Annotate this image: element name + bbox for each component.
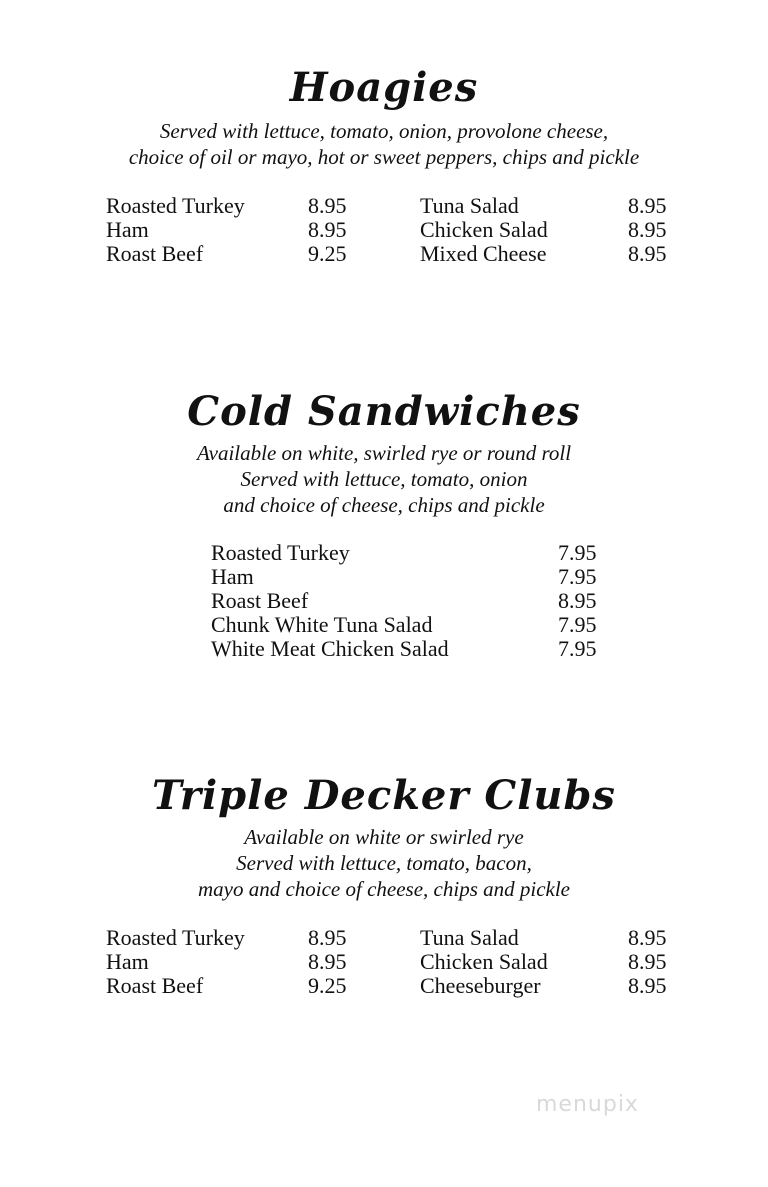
menu-item: [211, 613, 606, 637]
item-price: 8.95: [308, 925, 347, 950]
hoagies-left-list: [106, 194, 356, 266]
item-price: 9.25: [308, 241, 347, 266]
item-price: 7.95: [558, 540, 597, 565]
item-name: Roast Beef: [106, 241, 204, 266]
item-name: White Meat Chicken Salad: [211, 636, 449, 661]
item-price: 7.95: [558, 612, 597, 637]
menu-item: [420, 974, 675, 998]
item-name: Chicken Salad: [420, 949, 548, 974]
item-price: 8.95: [628, 949, 667, 974]
menupix-watermark: menupix: [536, 1092, 639, 1117]
item-name: Chunk White Tuna Salad: [211, 612, 433, 637]
menu-item: [106, 242, 356, 266]
menu-item: [211, 565, 606, 589]
triple-decker-clubs-description-line: mayo and choice of cheese, chips and pickle: [197, 877, 571, 901]
menu-item: [420, 950, 675, 974]
item-price: 8.95: [308, 217, 347, 242]
item-name: Cheeseburger: [420, 973, 541, 998]
triple-decker-clubs-description: [0, 824, 768, 902]
item-name: Roast Beef: [211, 588, 309, 613]
menu-item: [420, 194, 675, 218]
hoagies-description-line: choice of oil or mayo, hot or sweet peppers, chips and pickle: [128, 145, 640, 169]
menu-item: [420, 218, 675, 242]
triple-decker-clubs-description-line: Available on white or swirled rye: [244, 825, 524, 849]
hoagies-description: [0, 118, 768, 170]
item-name: Tuna Salad: [420, 193, 519, 218]
item-name: Tuna Salad: [420, 925, 519, 950]
item-price: 8.95: [308, 193, 347, 218]
menu-item: [106, 926, 356, 950]
item-price: 8.95: [628, 193, 667, 218]
item-price: 9.25: [308, 973, 347, 998]
menu-item: [420, 242, 675, 266]
item-price: 8.95: [308, 949, 347, 974]
cold-sandwiches-description-line: Served with lettuce, tomato, onion: [240, 467, 528, 491]
item-price: 8.95: [628, 925, 667, 950]
item-price: 7.95: [558, 636, 597, 661]
menu-item: [211, 541, 606, 565]
item-name: Ham: [106, 949, 149, 974]
item-price: 8.95: [558, 588, 597, 613]
menu-item: [106, 974, 356, 998]
hoagies-title: Hoagies: [289, 64, 479, 111]
item-price: 8.95: [628, 241, 667, 266]
triple-decker-clubs-description-line: Served with lettuce, tomato, bacon,: [236, 851, 532, 875]
item-name: Chicken Salad: [420, 217, 548, 242]
menu-item: [211, 637, 606, 661]
hoagies-description-line: Served with lettuce, tomato, onion, provolone cheese,: [159, 119, 609, 143]
item-name: Roasted Turkey: [106, 925, 245, 950]
item-name: Roasted Turkey: [106, 193, 245, 218]
item-price: 8.95: [628, 217, 667, 242]
menu-item: [106, 950, 356, 974]
item-name: Mixed Cheese: [420, 241, 547, 266]
triple-decker-clubs-title: Triple Decker Clubs: [152, 772, 616, 819]
cold-sandwiches-description-line: Available on white, swirled rye or round roll: [196, 441, 572, 465]
item-name: Ham: [211, 564, 254, 589]
item-price: 8.95: [628, 973, 667, 998]
cold-sandwiches-title: Cold Sandwiches: [187, 388, 581, 435]
menu-item: [211, 589, 606, 613]
hoagies-right-list: [420, 194, 675, 266]
cold-sandwiches-list: [211, 541, 606, 661]
item-name: Roast Beef: [106, 973, 204, 998]
clubs-left-list: [106, 926, 356, 998]
item-price: 7.95: [558, 564, 597, 589]
menu-item: [420, 926, 675, 950]
menu-item: [106, 194, 356, 218]
menu-item: [106, 218, 356, 242]
cold-sandwiches-description: [0, 440, 768, 518]
item-name: Roasted Turkey: [211, 540, 350, 565]
clubs-right-list: [420, 926, 675, 998]
item-name: Ham: [106, 217, 149, 242]
cold-sandwiches-description-line: and choice of cheese, chips and pickle: [223, 493, 545, 517]
